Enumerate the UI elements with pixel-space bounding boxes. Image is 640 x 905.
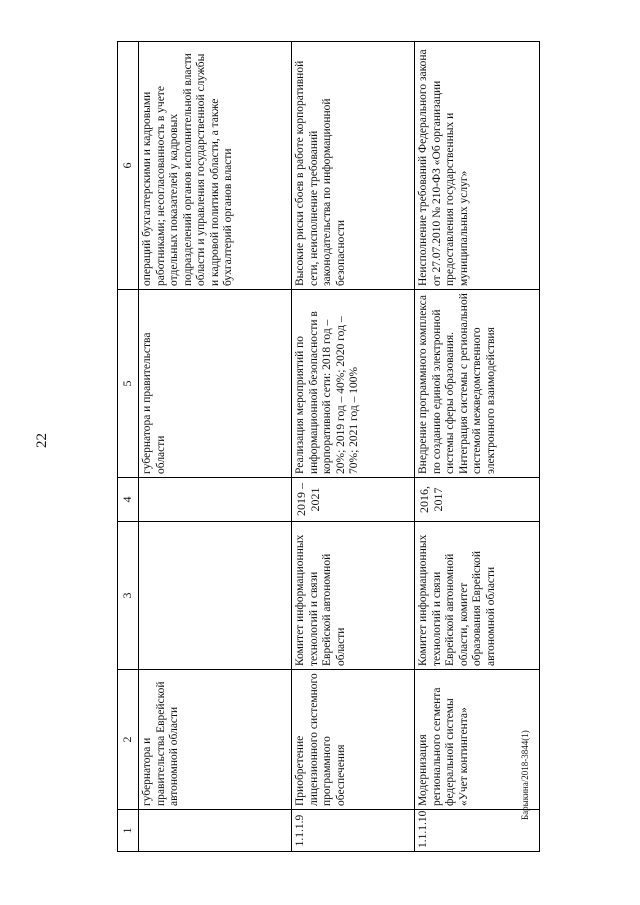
table-row: [292, 42, 415, 852]
header-cell: 3: [118, 522, 139, 670]
period: 2016, 2017: [415, 478, 540, 522]
document-code: Барыкина/2018-3844(1): [520, 730, 530, 820]
header-cell: 1: [118, 810, 139, 852]
row-number: [139, 810, 292, 852]
page-number: 22: [34, 433, 50, 448]
consequences: Высокие риски сбоев в работе корпоративной сети, неисполнение требований законодательства по информационной безопасности: [292, 42, 415, 290]
measure-name: губернатора и правительства Еврейской автономной области: [139, 670, 292, 810]
measure-name: Приобретение лицензионного системного программного обеспечения: [292, 670, 415, 810]
responsible: [139, 522, 292, 670]
measure-name: Модернизация регионального сегмента федеральной системы «Учет контингента»: [415, 670, 540, 810]
row-number: 1.1.1.9: [292, 810, 415, 852]
header-cell: 5: [118, 290, 139, 478]
period: [139, 478, 292, 522]
measures-table: [117, 42, 531, 852]
responsible: Комитет информационных технологий и связи Еврейской автономной области, комитет образования Еврейской автономной области: [415, 522, 540, 670]
responsible: Комитет информационных технологий и связи Еврейской автономной области: [292, 522, 415, 670]
period: 2019 – 2021: [292, 478, 415, 522]
header-cell: 6: [118, 42, 139, 290]
header-row: [118, 42, 139, 852]
consequences: операций бухгалтерскими и кадровыми работниками; несогласованность в учете отдельных показателей у кадровых подразделений органов исполнительной власти области и управления государственной службы и кадровой политики области, а также бухгалтерий органов власти: [139, 42, 292, 290]
consequences: Неисполнение требований Федерального закона от 27.07.2010 № 210-ФЗ «Об организации предоставления государственных и муниципальных услуг»: [415, 42, 540, 290]
expected-result: Внедрение программного комплекса по созданию единой электронной системы сферы образования. Интеграция системы с региональной системой межведомственного электронного взаимодействия: [415, 290, 540, 478]
header-cell: 4: [118, 478, 139, 522]
header-cell: 2: [118, 670, 139, 810]
expected-result: губернатора и правительства области: [139, 290, 292, 478]
expected-result: Реализация мероприятий по информационной безопасности в корпоративной сети: 2018 год – 20%; 2019 год – 40%; 2020 год – 70%; 2021 год – 100%: [292, 290, 415, 478]
table-row: [139, 42, 292, 852]
row-number: 1.1.1.10: [415, 810, 540, 852]
